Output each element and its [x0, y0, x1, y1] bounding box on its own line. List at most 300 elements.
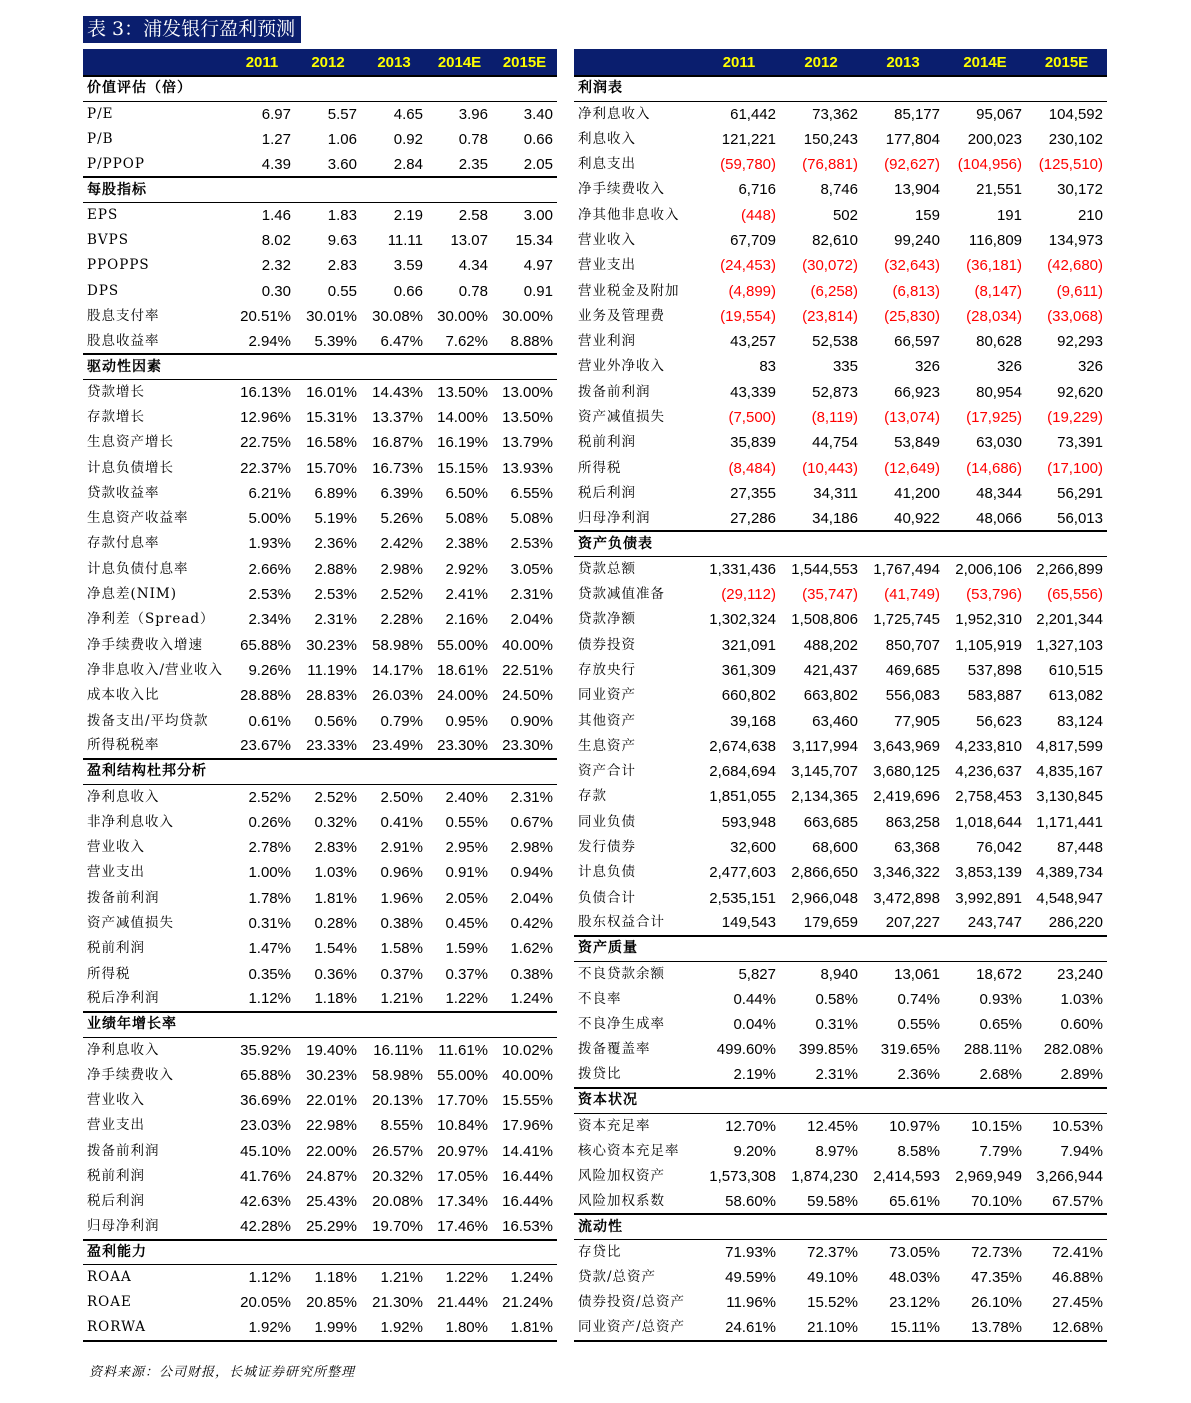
left-metrics-table	[83, 49, 557, 1342]
value-cell: 23.67%	[240, 737, 291, 755]
value-cell: (7,500)	[728, 409, 776, 426]
value-cell: 1,331,436	[709, 561, 776, 579]
value-cell: 2.53%	[510, 535, 553, 553]
value-cell: 3,992,891	[955, 889, 1022, 907]
value-cell: 5.08%	[445, 510, 488, 528]
value-cell: 159	[914, 206, 940, 224]
value-cell: (8,484)	[728, 459, 776, 477]
value-cell: 863,258	[885, 813, 940, 831]
row-label: 利息收入	[578, 130, 636, 147]
section-header-row	[83, 1012, 557, 1037]
value-cell: 2.50%	[380, 788, 423, 806]
value-cell: 610,515	[1048, 661, 1103, 679]
value-cell: 63,460	[812, 712, 858, 730]
section-header-row	[574, 1088, 1107, 1113]
source-note: 资料来源：公司财报，长城证券研究所整理	[89, 1365, 356, 1380]
value-cell: 9.63	[327, 231, 357, 249]
table-row	[574, 1290, 1107, 1315]
value-cell: (24,453)	[720, 257, 776, 275]
value-cell: 1,767,494	[873, 561, 940, 579]
table-row	[574, 1012, 1107, 1037]
value-cell: 36.69%	[240, 1092, 291, 1110]
value-cell: 5.19%	[314, 510, 357, 528]
value-cell: 26.10%	[971, 1294, 1022, 1312]
value-cell: 16.19%	[437, 434, 488, 452]
row-label: 净息差(NIM)	[87, 586, 178, 603]
row-label: 资产减值损失	[578, 409, 665, 425]
value-cell: 321,091	[721, 636, 776, 654]
value-cell: 2.34%	[248, 611, 291, 629]
row-label: 营业支出	[578, 257, 636, 274]
table-row	[83, 987, 557, 1012]
row-label: P/E	[87, 105, 114, 122]
value-cell: 12.96%	[240, 409, 291, 426]
value-cell: 65.88%	[240, 636, 291, 654]
value-cell: 20.08%	[372, 1193, 423, 1211]
table-row	[83, 658, 557, 683]
row-label: 归母净利润	[578, 509, 651, 526]
value-cell: 83	[759, 358, 776, 376]
row-label: ROAE	[87, 1294, 132, 1311]
table-row	[574, 354, 1107, 379]
value-cell: 556,083	[885, 687, 940, 705]
value-cell: 2.32	[261, 257, 291, 275]
value-cell: 48,344	[976, 484, 1022, 502]
value-cell: 58.98%	[372, 636, 423, 654]
section-header-row	[83, 354, 557, 379]
value-cell: 0.94%	[510, 864, 553, 882]
table-row	[574, 1138, 1107, 1163]
value-cell: 2.98%	[510, 839, 553, 857]
value-cell: 8,940	[820, 965, 858, 983]
value-cell: 13,904	[894, 181, 940, 199]
value-cell: 2.19%	[733, 1066, 776, 1084]
value-cell: (17,100)	[1047, 459, 1103, 477]
row-label: 归母净利润	[87, 1218, 160, 1234]
row-label: 净利息收入	[578, 105, 651, 122]
value-cell: 19.70%	[372, 1218, 423, 1235]
value-cell: (28,034)	[966, 307, 1022, 325]
table-row	[83, 253, 557, 278]
value-cell: 20.32%	[372, 1167, 423, 1185]
table-row	[574, 582, 1107, 607]
value-cell: 2.52%	[248, 788, 291, 806]
section-header-row	[574, 1214, 1107, 1239]
value-cell: 1,018,644	[955, 813, 1022, 831]
value-cell: 230,102	[1048, 130, 1103, 148]
value-cell: 0.28%	[314, 914, 357, 932]
value-cell: 55.00%	[437, 636, 488, 654]
value-cell: 40,922	[894, 509, 940, 527]
year-header: 2012	[780, 49, 862, 76]
value-cell: 7.94%	[1060, 1142, 1103, 1160]
value-cell: 2.04%	[510, 889, 553, 907]
value-cell: 1,171,441	[1036, 813, 1103, 831]
year-header: 2015E	[492, 49, 557, 76]
value-cell: 83,124	[1057, 712, 1103, 730]
table-row	[574, 708, 1107, 733]
value-cell: 2.89%	[1060, 1066, 1103, 1084]
value-cell: 34,311	[813, 484, 858, 502]
row-label: 所得税	[87, 965, 131, 982]
left-table-body	[83, 76, 557, 1341]
value-cell: 243,747	[967, 914, 1022, 932]
table-row	[83, 304, 557, 329]
value-cell: 41,200	[894, 484, 940, 502]
value-cell: 20.13%	[372, 1092, 423, 1110]
value-cell: 56,291	[1057, 484, 1103, 502]
value-cell: 0.26%	[248, 813, 291, 831]
value-cell: 15.11%	[862, 1316, 944, 1341]
value-cell: 2.31%	[815, 1066, 858, 1084]
value-cell: 12.45%	[807, 1117, 858, 1135]
value-cell: 16.44%	[502, 1167, 553, 1185]
table-row	[574, 1037, 1107, 1062]
value-cell: 7.79%	[979, 1142, 1022, 1160]
value-cell: 0.36%	[314, 965, 357, 983]
value-cell: 1.24%	[510, 1269, 553, 1287]
row-label: 税前利润	[578, 434, 636, 451]
value-cell: 1.12%	[248, 990, 291, 1008]
value-cell: 76,042	[976, 839, 1022, 857]
value-cell: 30.23%	[306, 1066, 357, 1084]
value-cell: 46.88%	[1052, 1269, 1103, 1287]
value-cell: 0.41%	[380, 813, 423, 831]
value-cell: 663,685	[803, 813, 858, 831]
table-row	[83, 607, 557, 632]
value-cell: 20.85%	[306, 1294, 357, 1312]
value-cell: 28.83%	[306, 687, 357, 705]
row-label: 营业支出	[87, 864, 145, 881]
value-cell: 6.89%	[314, 484, 357, 502]
row-label: PPOPPS	[87, 257, 150, 274]
value-cell: 104,592	[1048, 105, 1103, 123]
table-row	[574, 911, 1107, 936]
section-header-row	[574, 936, 1107, 961]
value-cell: 1.21%	[380, 990, 423, 1008]
value-cell: 55.00%	[437, 1066, 488, 1084]
value-cell: 3,117,994	[792, 737, 858, 755]
value-cell: 20.05%	[240, 1294, 291, 1312]
value-cell: 335	[832, 358, 858, 376]
table-row	[574, 1189, 1107, 1214]
value-cell: 0.66	[393, 282, 423, 300]
value-cell: 68,600	[812, 839, 858, 857]
value-cell: 2.52%	[380, 586, 423, 604]
table-row	[574, 405, 1107, 430]
value-cell: 4.65	[393, 105, 423, 123]
value-cell: (13,074)	[884, 409, 940, 426]
row-label: 营业收入	[87, 1092, 145, 1109]
section-title: 利润表	[574, 76, 1107, 101]
value-cell: 67.57%	[1052, 1192, 1103, 1210]
value-cell: 0.37%	[380, 965, 423, 983]
row-label: DPS	[87, 282, 120, 299]
row-label: 生息资产收益率	[87, 510, 189, 527]
value-cell: 150,243	[803, 130, 858, 148]
value-cell: 502	[832, 206, 858, 224]
value-cell: 9.20%	[733, 1142, 776, 1160]
table-row	[83, 911, 557, 936]
value-cell: 24.00%	[437, 687, 488, 705]
section-header-row	[574, 531, 1107, 556]
value-cell: 3.40	[523, 105, 553, 123]
value-cell: 2.31%	[314, 611, 357, 629]
value-cell: 2,134,365	[791, 788, 858, 806]
table-row	[574, 557, 1107, 582]
value-cell: 1.46	[261, 206, 291, 224]
value-cell: 0.35%	[248, 965, 291, 983]
value-cell: 663,802	[803, 687, 858, 705]
row-label: 同业资产/总资产	[574, 1316, 698, 1341]
value-cell: 6.21%	[248, 484, 291, 502]
value-cell: 27,286	[730, 509, 776, 527]
value-cell: 22.00%	[306, 1142, 357, 1160]
value-cell: 282.08%	[1043, 1041, 1103, 1059]
value-cell: (59,780)	[720, 156, 776, 174]
row-label: 生息资产增长	[87, 434, 174, 451]
value-cell: 2.42%	[380, 535, 423, 553]
year-header: 2011	[698, 49, 780, 76]
value-cell: 66,597	[894, 333, 940, 351]
table-row	[83, 1189, 557, 1214]
row-label: 营业利润	[578, 333, 636, 350]
value-cell: 3.05%	[510, 560, 553, 578]
value-cell: 11.61%	[438, 1041, 488, 1059]
header-blank-cell	[574, 49, 698, 76]
value-cell: 1.62%	[510, 940, 553, 958]
row-label: 股息支付率	[87, 307, 160, 324]
value-cell: 421,437	[803, 661, 858, 679]
value-cell: 6.55%	[510, 484, 553, 502]
table-row	[83, 860, 557, 885]
row-label: 拨备前利润	[87, 1142, 160, 1159]
row-label: 税后利润	[87, 1193, 145, 1210]
value-cell: 0.65%	[979, 1016, 1022, 1034]
value-cell: 56,623	[976, 712, 1022, 730]
value-cell: 3,266,944	[1036, 1167, 1103, 1185]
value-cell: 1.24%	[510, 990, 553, 1008]
value-cell: 28.88%	[240, 687, 291, 705]
value-cell: 0.91%	[445, 864, 488, 882]
value-cell: 0.55%	[445, 813, 488, 831]
row-label: 风险加权系数	[578, 1192, 665, 1209]
row-label: 同业资产	[578, 687, 636, 704]
row-label: 不良贷款余额	[578, 965, 665, 982]
value-cell: 13.79%	[502, 434, 553, 452]
value-cell: 58.98%	[372, 1066, 423, 1084]
value-cell: 326	[1077, 358, 1103, 376]
value-cell: 22.98%	[306, 1117, 357, 1135]
value-cell: 15.55%	[502, 1092, 553, 1110]
value-cell: 499.60%	[716, 1041, 776, 1059]
value-cell: 13.93%	[502, 459, 553, 477]
value-cell: 17.46%	[437, 1218, 488, 1235]
value-cell: 0.30	[261, 282, 291, 300]
value-cell: 1.18%	[314, 1269, 357, 1287]
value-cell: 2,419,696	[873, 788, 940, 806]
value-cell: 10.02%	[502, 1041, 553, 1059]
table-row	[574, 127, 1107, 152]
year-header: 2013	[361, 49, 427, 76]
value-cell: 1.54%	[314, 940, 357, 958]
table-row	[83, 683, 557, 708]
value-cell: 1.03%	[314, 864, 357, 882]
value-cell: 0.95%	[445, 712, 488, 730]
table-row	[574, 683, 1107, 708]
row-label: 负债合计	[578, 889, 636, 906]
table-row	[574, 1113, 1107, 1138]
value-cell: 1.12%	[248, 1269, 291, 1287]
row-label: 营业收入	[87, 839, 145, 856]
value-cell: 2.35	[458, 155, 488, 173]
value-cell: 5.39%	[314, 332, 357, 350]
value-cell: 1.59%	[445, 940, 488, 958]
value-cell: 286,220	[1048, 914, 1103, 932]
row-label: 拨备支出/平均贷款	[87, 712, 209, 729]
value-cell: 2,477,603	[709, 864, 776, 882]
value-cell: 15.70%	[306, 459, 357, 477]
table-row	[574, 455, 1107, 480]
value-cell: 361,309	[721, 661, 776, 679]
value-cell: 8.58%	[897, 1142, 940, 1160]
value-cell: 2.68%	[979, 1066, 1022, 1084]
value-cell: (8,147)	[974, 282, 1022, 300]
value-cell: 2.40%	[445, 788, 488, 806]
value-cell: 15.15%	[437, 459, 488, 477]
value-cell: 13.50%	[437, 383, 488, 401]
table-row	[83, 127, 557, 152]
value-cell: 6.47%	[380, 332, 423, 350]
value-cell: 1.83	[327, 206, 357, 224]
table-row	[83, 228, 557, 253]
value-cell: 66,923	[894, 383, 940, 401]
value-cell: 3,346,322	[873, 864, 940, 882]
table-row	[83, 835, 557, 860]
value-cell: 0.31%	[815, 1016, 858, 1034]
table-row	[83, 455, 557, 480]
value-cell: 49.10%	[807, 1269, 858, 1287]
table-row	[574, 329, 1107, 354]
value-cell: 3,853,139	[955, 864, 1022, 882]
value-cell: 207,227	[885, 914, 940, 932]
value-cell: (41,749)	[884, 586, 940, 604]
row-label: EPS	[87, 206, 119, 223]
table-row	[83, 784, 557, 809]
row-label: 非净利息收入	[87, 813, 174, 830]
value-cell: 47.35%	[971, 1269, 1022, 1287]
value-cell: (25,830)	[884, 307, 940, 325]
row-label: 税后利润	[578, 484, 636, 501]
value-cell: (19,554)	[720, 307, 776, 325]
value-cell: 1.81%	[492, 1316, 557, 1341]
value-cell: 23.33%	[306, 737, 357, 755]
value-cell: 2.05	[523, 155, 553, 173]
value-cell: 2,674,638	[709, 737, 776, 755]
value-cell: 14.17%	[372, 661, 423, 679]
header-blank-cell	[83, 49, 229, 76]
table-row	[574, 228, 1107, 253]
value-cell: 73,362	[812, 105, 858, 123]
value-cell: 16.01%	[306, 383, 357, 401]
value-cell: 13.50%	[502, 409, 553, 426]
value-cell: 23.49%	[372, 737, 423, 755]
section-title: 流动性	[574, 1214, 1107, 1239]
value-cell: 13.78%	[944, 1316, 1026, 1341]
value-cell: 23.12%	[889, 1294, 940, 1312]
value-cell: (6,258)	[810, 282, 858, 300]
row-label: 贷款总额	[578, 561, 636, 578]
value-cell: (10,443)	[802, 459, 858, 477]
value-cell: 850,707	[885, 636, 940, 654]
row-label: 存款付息率	[87, 535, 160, 552]
value-cell: 4,236,637	[955, 763, 1022, 781]
row-label: 净手续费收入	[578, 181, 665, 198]
value-cell: 2.53%	[314, 586, 357, 604]
value-cell: 5,827	[738, 965, 776, 983]
value-cell: 2.78%	[248, 839, 291, 857]
value-cell: 43,257	[730, 333, 776, 351]
value-cell: 49.59%	[725, 1269, 776, 1287]
value-cell: 1.18%	[314, 990, 357, 1008]
table-row	[83, 886, 557, 911]
row-label: P/B	[87, 130, 114, 147]
value-cell: 27,355	[730, 484, 776, 502]
value-cell: 2.38%	[445, 535, 488, 553]
value-cell: 0.67%	[510, 813, 553, 831]
value-cell: 134,973	[1048, 231, 1103, 249]
section-title: 资产负债表	[574, 531, 1107, 556]
row-label: 拨贷比	[578, 1066, 622, 1083]
table-row	[574, 152, 1107, 177]
value-cell: 326	[996, 358, 1022, 376]
table-row	[83, 101, 557, 126]
value-cell: 8.97%	[815, 1142, 858, 1160]
value-cell: 77,905	[894, 712, 940, 730]
section-title: 业绩年增长率	[83, 1012, 557, 1037]
value-cell: 3.60	[327, 155, 357, 173]
table-row	[83, 1164, 557, 1189]
value-cell: 613,082	[1048, 687, 1103, 705]
value-cell: 288.11%	[963, 1041, 1022, 1059]
value-cell: 8.88%	[510, 332, 553, 350]
value-cell: 15.34	[515, 231, 553, 249]
value-cell: 3,643,969	[873, 737, 940, 755]
value-cell: 63,030	[976, 434, 1022, 452]
value-cell: 2.16%	[445, 611, 488, 629]
value-cell: 1.06	[327, 130, 357, 148]
value-cell: (65,556)	[1047, 586, 1103, 604]
value-cell: 2,684,694	[709, 763, 776, 781]
value-cell: 15.52%	[807, 1294, 858, 1312]
value-cell: 21,551	[976, 181, 1022, 199]
value-cell: 0.38%	[380, 914, 423, 932]
table-row	[574, 1265, 1107, 1290]
value-cell: 27.45%	[1052, 1294, 1103, 1312]
value-cell: 0.42%	[510, 914, 553, 932]
section-title: 盈利结构杜邦分析	[83, 759, 557, 784]
value-cell: 30.00%	[502, 307, 553, 325]
value-cell: (53,796)	[966, 586, 1022, 604]
value-cell: 26.03%	[372, 687, 423, 705]
value-cell: 319.65%	[880, 1041, 940, 1059]
value-cell: 2,969,949	[955, 1167, 1022, 1185]
value-cell: 48.03%	[889, 1269, 940, 1287]
value-cell: 9.26%	[248, 661, 291, 679]
value-cell: 0.60%	[1060, 1016, 1103, 1034]
table-row	[83, 734, 557, 759]
value-cell: 660,802	[721, 687, 776, 705]
